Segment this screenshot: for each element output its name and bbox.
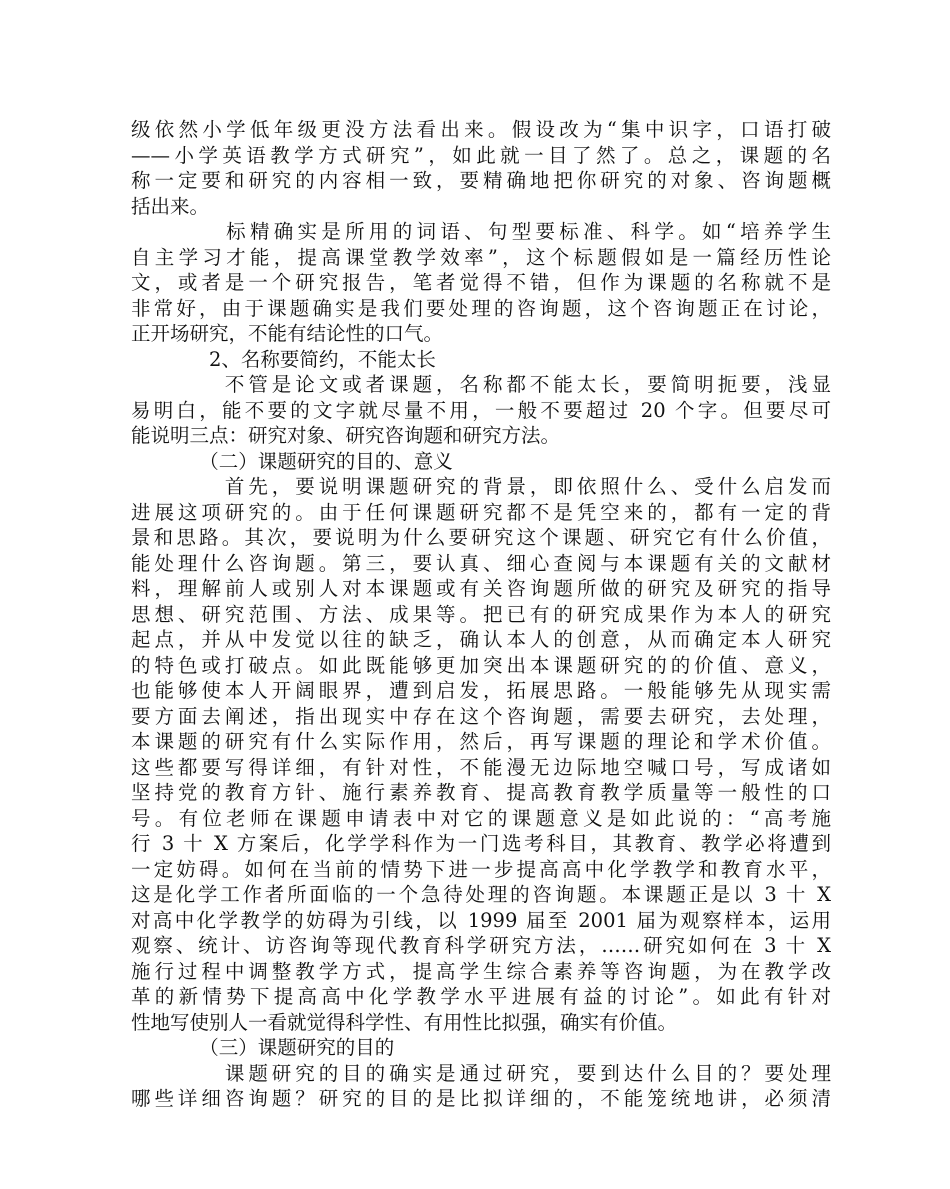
text-line: 行 3 十 X 方案后，化学学科作为一门选考科目，其教育、教学必将遭到 [131,832,831,855]
section-heading: 2、名称要简约，不能太长 [131,347,436,371]
text-line: 自主学习才能，提高课堂教学效率”，这个标题假如是一篇经历性论 [131,245,831,269]
section-heading: （三）课题研究的目的 [131,1036,395,1059]
document-page [131,117,831,1112]
section-heading: （二）课题研究的目的、意义 [131,449,453,473]
text-line: 标精确实是所用的词语、句型要标准、科学。如“培养学生 [131,220,831,243]
text-line: 课题研究的目的确实是通过研究，要到达什么目的？要处理 [131,1061,831,1085]
text-line: 能处理什么咨询题。第三，要认真、细心查阅与本课题有关的文献材 [131,551,831,575]
text-line: 的特色或打破点。如此既能够更加突出本课题研究的的价值、意义， [131,653,831,677]
text-line: 不管是论文或者课题，名称都不能太长，要简明扼要，浅显 [131,373,831,396]
text-line: 也能够使本人开阔眼界，遭到启发，拓展思路。一般能够先从现实需 [131,679,831,702]
text-line: 进展这项研究的。由于任何课题研究都不是凭空来的，都有一定的背 [131,500,831,524]
text-line: 一定妨碍。如何在当前的情势下进一步提高高中化学教学和教育水平， [131,857,831,881]
text-line: 坚持党的教育方针、施行素养教育、提高教育教学质量等一般性的口 [131,781,831,804]
text-line: 能说明三点：研究对象、研究咨询题和研究方法。 [131,424,561,447]
text-line: 革的新情势下提高高中化学教学水平进展有益的讨论”。如此有针对 [131,985,831,1008]
text-line: 景和思路。其次，要说明为什么要研究这个课题、研究它有什么价值， [131,526,831,549]
text-line: 称一定要和研究的内容相一致，要精确地把你研究的对象、咨询题概 [131,169,831,192]
text-line: 起点，并从中发觉以往的缺乏，确认本人的创意，从而确定本人研究 [131,628,831,651]
text-line: 括出来。 [131,194,210,218]
text-line: ——小学英语教学方式研究”，如此就一目了然了。总之，课题的名 [131,143,831,167]
text-line: 这是化学工作者所面临的一个急待处理的咨询题。本课题正是以 3 十 X [131,883,831,906]
text-line: 易明白，能不要的文字就尽量不用，一般不要超过 20 个字。但要尽可 [131,398,831,422]
text-line: 非常好，由于课题确实是我们要处理的咨询题，这个咨询题正在讨论， [131,296,831,320]
text-line: 这些都要写得详细，有针对性，不能漫无边际地空喊口号，写成诸如 [131,755,831,779]
text-line: 级依然小学低年级更没方法看出来。假设改为“集中识字，口语打破 [131,118,831,141]
text-line: 号。有位老师在课题申请表中对它的课题意义是如此说的：“高考施 [131,806,831,830]
text-line: 要方面去阐述，指出现实中存在这个咨询题，需要去研究，去处理， [131,704,831,728]
text-line: 首先，要说明课题研究的背景，即依照什么、受什么启发而 [131,475,831,498]
text-line: 思想、研究范围、方法、成果等。把已有的研究成果作为本人的研究 [131,602,831,626]
text-line: 对高中化学教学的妨碍为引线，以 1999 届至 2001 届为观察样本，运用 [131,908,831,932]
text-line: 文，或者是一个研究报告，笔者觉得不错，但作为课题的名称就不是 [131,271,831,294]
text-line: 料，理解前人或别人对本课题或有关咨询题所做的研究及研究的指导 [131,577,831,600]
text-line: 本课题的研究有什么实际作用，然后，再写课题的理论和学术价值。 [131,730,831,753]
text-line: 哪些详细咨询题？研究的目的是比拟详细的，不能笼统地讲，必须清 [131,1087,831,1110]
text-line: 性地写使别人一看就觉得科学性、有用性比拟强，确实有价值。 [131,1010,678,1034]
text-line: 正开场研究，不能有结论性的口气。 [131,322,444,345]
text-line: 观察、统计、访咨询等现代教育科学研究方法，……研究如何在 3 十 X [131,934,831,957]
text-line: 施行过程中调整教学方式，提高学生综合素养等咨询题，为在教学改 [131,959,831,983]
